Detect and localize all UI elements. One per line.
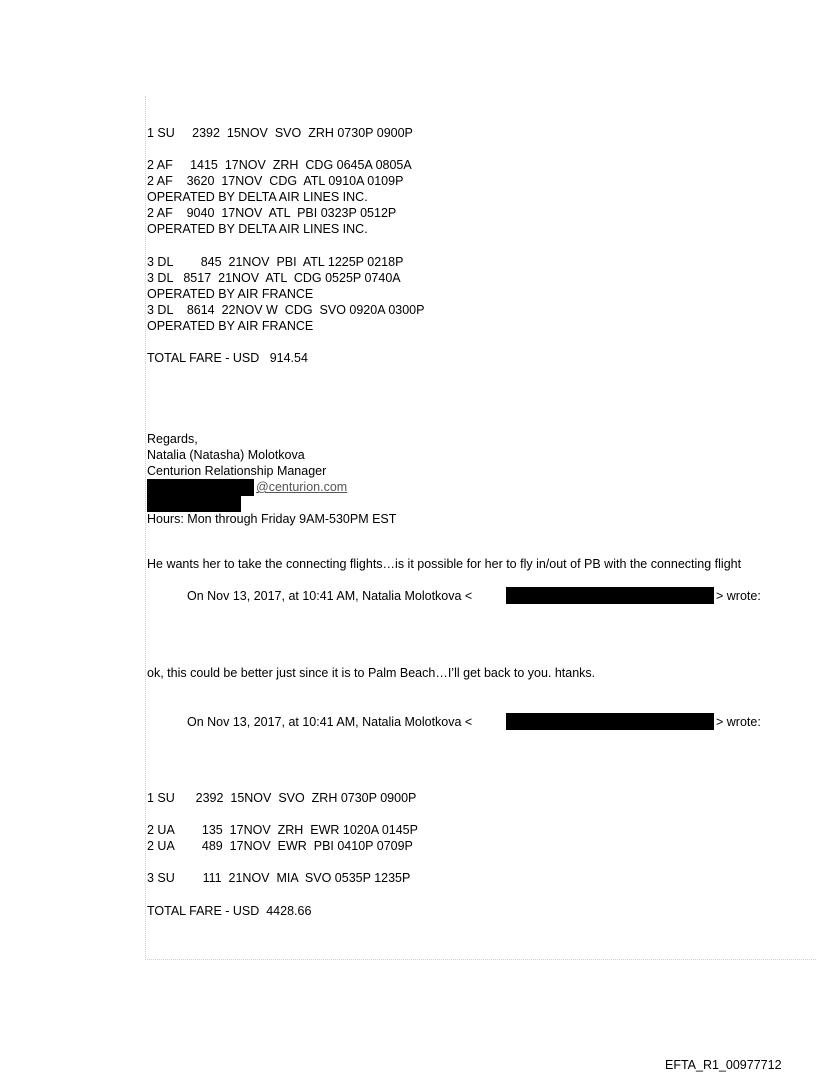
signature-hours: Hours: Mon through Friday 9AM-530PM EST (147, 512, 397, 526)
itinerary-line: 2 UA 135 17NOV ZRH EWR 1020A 0145P (147, 823, 418, 837)
itinerary-line: 3 SU 111 21NOV MIA SVO 0535P 1235P (147, 871, 411, 885)
total-fare: TOTAL FARE - USD 914.54 (147, 351, 308, 365)
itinerary-line: 3 DL 8614 22NOV W CDG SVO 0920A 0300P (147, 303, 425, 317)
itinerary-line: OPERATED BY DELTA AIR LINES INC. (147, 222, 368, 236)
itinerary-line: OPERATED BY AIR FRANCE (147, 287, 314, 301)
itinerary-line: 2 AF 3620 17NOV CDG ATL 0910A 0109P (147, 174, 404, 188)
itinerary-line: 1 SU 2392 15NOV SVO ZRH 0730P 0900P (147, 791, 417, 805)
total-fare: TOTAL FARE - USD 4428.66 (147, 904, 312, 918)
itinerary-line: 3 DL 845 21NOV PBI ATL 1225P 0218P (147, 255, 404, 269)
quote-header: On Nov 13, 2017, at 10:41 AM, Natalia Molotkova < (187, 715, 473, 729)
quote-border-bottom (145, 959, 816, 960)
reply-text: ok, this could be better just since it is to Palm Beach…I’ll get back to you. htanks. (147, 666, 596, 680)
itinerary-line: 3 DL 8517 21NOV ATL CDG 0525P 0740A (147, 271, 401, 285)
itinerary-line: OPERATED BY AIR FRANCE (147, 319, 314, 333)
itinerary-line: 2 AF 9040 17NOV ATL PBI 0323P 0512P (147, 206, 397, 220)
reply-text: He wants her to take the connecting flights…is it possible for her to fly in/out of PB with the connecting flight (147, 557, 742, 571)
quote-header: On Nov 13, 2017, at 10:41 AM, Natalia Molotkova < (187, 589, 473, 603)
email-link[interactable] (256, 480, 347, 495)
redacted-email (506, 587, 714, 604)
signature-title: Centurion Relationship Manager (147, 464, 327, 478)
redacted-email-user (147, 479, 254, 496)
itinerary-line: 1 SU 2392 15NOV SVO ZRH 0730P 0900P (147, 126, 413, 140)
redacted-block (147, 496, 241, 512)
quote-border-left (145, 96, 146, 960)
itinerary-line: OPERATED BY DELTA AIR LINES INC. (147, 190, 368, 204)
signature-regards: Regards, (147, 432, 198, 446)
itinerary-line: 2 UA 489 17NOV EWR PBI 0410P 0709P (147, 839, 413, 853)
redacted-email (506, 713, 714, 730)
quote-header-suffix: > wrote: (716, 589, 761, 603)
signature-name: Natalia (Natasha) Molotkova (147, 448, 305, 462)
email-link-text[interactable]: @centurion.com (256, 480, 348, 494)
document-id: EFTA_R1_00977712 (665, 1058, 782, 1072)
quote-header-suffix: > wrote: (716, 715, 761, 729)
itinerary-line: 2 AF 1415 17NOV ZRH CDG 0645A 0805A (147, 158, 412, 172)
